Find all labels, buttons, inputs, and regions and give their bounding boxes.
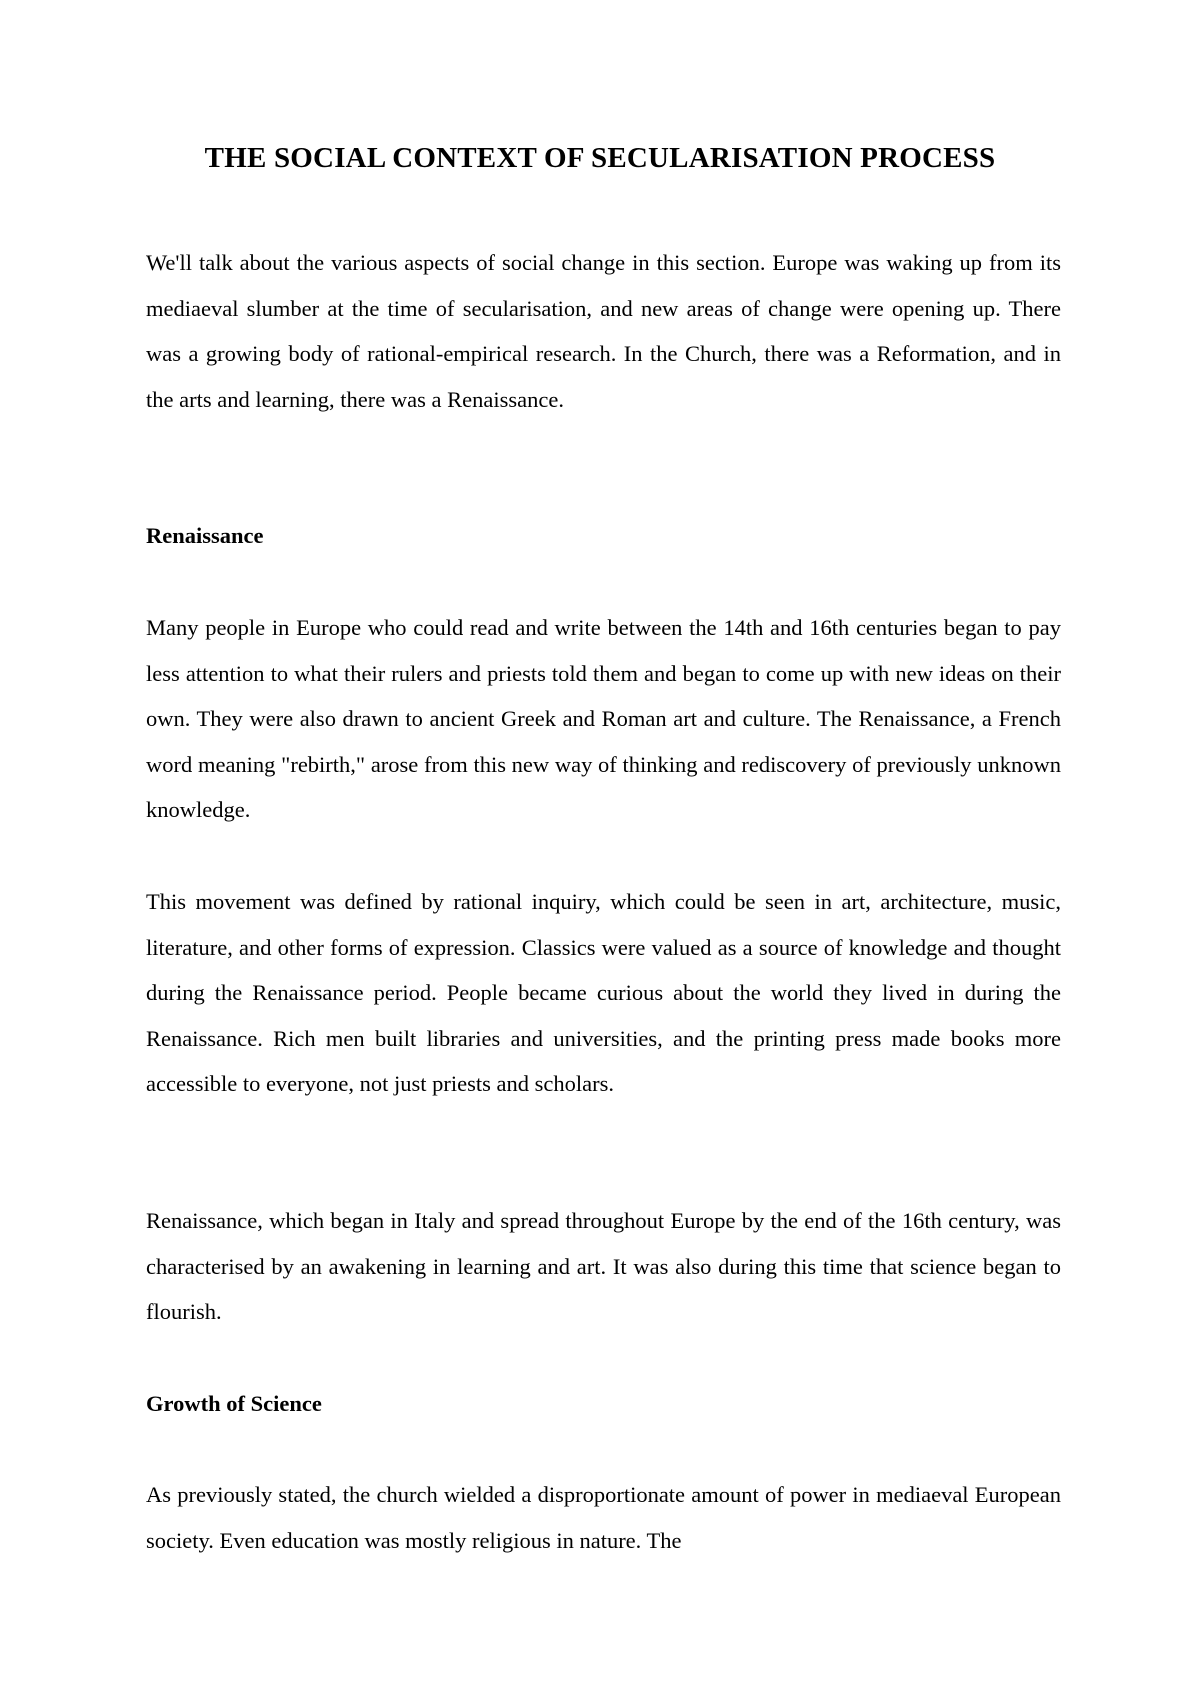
renaissance-paragraph-3: Renaissance, which began in Italy and spread throughout Europe by the end of the 16th century, was characterised by an awakening in learning and art. It was also during this time that science began to flourish. [146,1208,1061,1324]
section-heading-renaissance: Renaissance [146,523,264,548]
renaissance-paragraph-2: This movement was defined by rational inquiry, which could be seen in art, architecture, music, literature, and other forms of expression. Classics were valued as a source of knowledge and thought during the Renaissance period. People became curious about the world they lived in during the Renaissance. Rich men built libraries and universities, and the printing press made books more accessible to everyone, not just priests and scholars. [146,889,1061,1096]
intro-paragraph: We'll talk about the various aspects of social change in this section. Europe was waking up from its mediaeval slumber at the time of secularisation, and new areas of change were opening up. There was a growing body of rational-empirical research. In the Church, there was a Reformation, and in the arts and learning, there was a Renaissance. [146,250,1061,412]
page-title: THE SOCIAL CONTEXT OF SECULARISATION PROCESS [204,142,996,174]
section-heading-growth-of-science: Growth of Science [146,1391,322,1416]
growth-of-science-paragraph-1: As previously stated, the church wielded a disproportionate amount of power in mediaeval European society. Even education was mostly religious in nature. The [146,1482,1061,1553]
renaissance-paragraph-1: Many people in Europe who could read and write between the 14th and 16th centuries began to pay less attention to what their rulers and priests told them and began to come up with new ideas on their own. They were also drawn to ancient Greek and Roman art and culture. The Renaissance, a French word meaning "rebirth," arose from this new way of thinking and rediscovery of previously unknown knowledge. [146,615,1061,822]
